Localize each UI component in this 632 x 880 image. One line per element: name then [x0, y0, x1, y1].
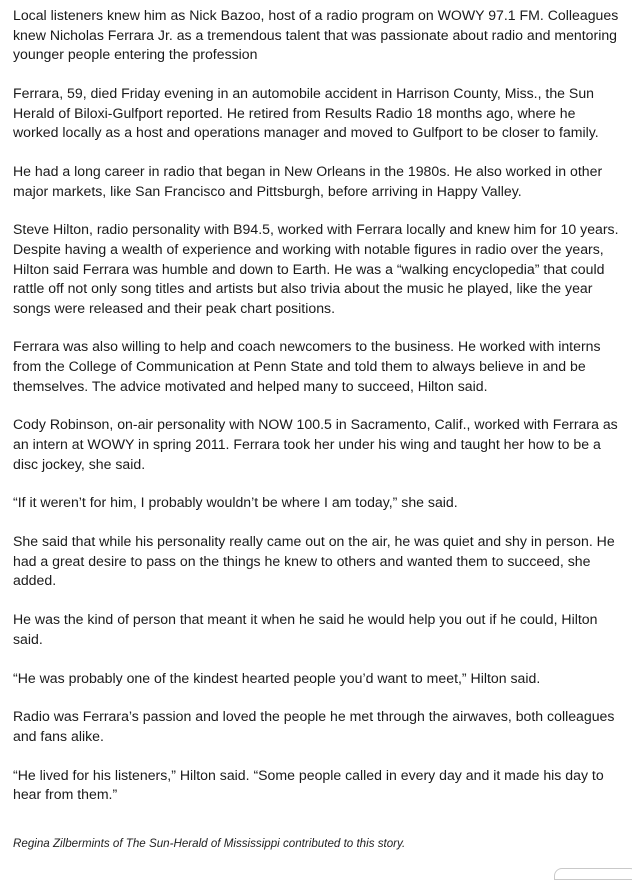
- article-credit: Regina Zilbermints of The Sun-Herald of Mississippi contributed to this story.: [13, 836, 406, 850]
- article-paragraph: Ferrara was also willing to help and coach newcomers to the business. He worked with interns from the College of Communication at Penn State and told them to always believe in and be themselves. The advice motivated and helped many to succeed, Hilton said.: [13, 338, 601, 394]
- article-paragraph: “He was probably one of the kindest hearted people you’d want to meet,” Hilton said.: [13, 669, 541, 686]
- article-paragraph: Ferrara, 59, died Friday evening in an automobile accident in Harrison County, Miss., the Sun Herald of Biloxi-Gulfport reported. He retired from Results Radio 18 months ago, where he worked locally as a host and operations manager and moved to Gulfport to be closer to family.: [13, 84, 599, 141]
- article-body: [13, 6, 619, 870]
- article-paragraph: Cody Robinson, on-air personality with NOW 100.5 in Sacramento, Calif., worked with Ferrara as an intern at WOWY in spring 2011. Ferrara took her under his wing and taught her how to be a disc jockey, she said.: [13, 416, 618, 472]
- article-paragraph: Steve Hilton, radio personality with B94.5, worked with Ferrara locally and knew him for 10 years. Despite having a wealth of experience and working with notable figures in radio over the years, Hilton said Ferrara was humble and down to Earth. He was a “walking encyclopedia” that could rattle off not only song titles and artists but also trivia about the music he played, like the year songs were released and their peak chart positions.: [13, 221, 619, 316]
- article-paragraph: He was the kind of person that meant it when he said he would help you out if he could, Hilton said.: [13, 611, 598, 647]
- article-paragraph: “If it weren’t for him, I probably wouldn’t be where I am today,” she said.: [13, 494, 458, 511]
- article-paragraph: Local listeners knew him as Nick Bazoo, host of a radio program on WOWY 97.1 FM. Colleagues knew Nicholas Ferrara Jr. as a tremendous talent that was passionate about radio and mentoring younger people entering the profession: [13, 7, 619, 63]
- article-paragraph: He had a long career in radio that began in New Orleans in the 1980s. He also worked in other major markets, like San Francisco and Pittsburgh, before arriving in Happy Valley.: [13, 162, 603, 199]
- corner-tab: [554, 868, 632, 880]
- article-paragraph: She said that while his personality really came out on the air, he was quiet and shy in person. He had a great desire to pass on the things he knew to others and wanted them to succeed, she added.: [13, 533, 615, 589]
- article-paragraph: “He lived for his listeners,” Hilton said. “Some people called in every day and it made his day to hear from them.”: [13, 766, 604, 803]
- article-paragraph: Radio was Ferrara’s passion and loved the people he met through the airwaves, both colleagues and fans alike.: [13, 708, 615, 744]
